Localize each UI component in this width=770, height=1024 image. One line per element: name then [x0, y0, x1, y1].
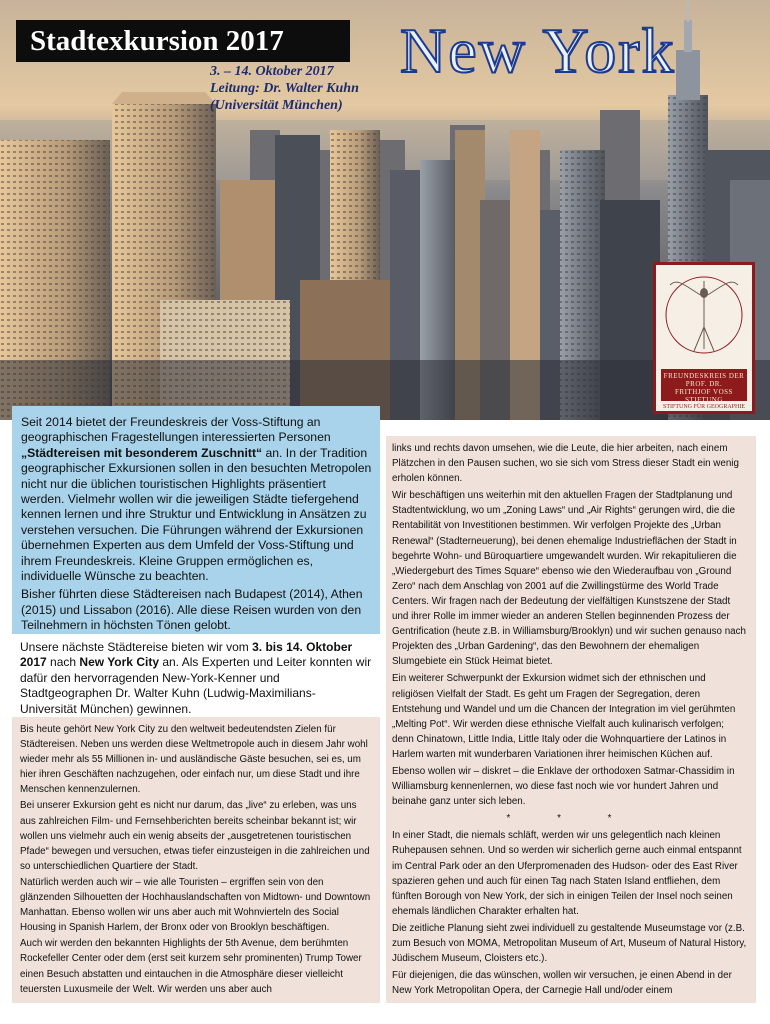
right-paragraph-7: Für diejenigen, die das wünschen, wollen wir versuchen, je einen Abend in der New York Metropolitan Opera, der Carnegie Hall und/oder einem	[392, 970, 732, 997]
left-paragraph-3: Natürlich werden auch wir – wie alle Touristen – ergriffen sein von den glänzenden Silhouetten der Hochhauslandschaften von Midtown- und Downtown Manhattan. Ebenso wollen wir uns aber auch mit Wohnvierteln des Social Housing in Spanish Harlem, der Bronx oder von Brooklyn beschäftigen.	[20, 876, 371, 934]
intro-paragraph-2: Bisher führten diese Städtereisen nach Budapest (2014), Athen (2015) und Lissabon (2016). Alle diese Reisen wurden von den Teilnehmern in höchsten Tönen gelobt.	[21, 587, 363, 633]
right-paragraph-5: In einer Stadt, die niemals schläft, werden wir uns gelegentlich nach kleinen Ruhepausen sehnen. Und so werden wir sicherlich gerne auch einmal entspannt im Central Park oder an den Uferpromenaden des Hudson- oder des East River spazieren gehen und auch für einen Tag nach Staten Island entfliehen, dem fünften Borough von New York, der sich in einigen Teilen der Insel noch seinen ehemals ländlichen Charakter erhalten hat.	[392, 830, 742, 917]
left-paragraph-2: Bei unserer Exkursion geht es nicht nur darum, das „live“ zu erleben, was uns aus zahlreichen Film- und Fernsehberichten bereits scheinbar bekannt ist; wir wollen uns vielmehr auch ein wenig abseits der „ausgetretenen touristischen Pfade“ bewegen und versuchen, etwas tiefer einzusteigen in die zahlreichen und so unterschiedlichen Quartiere der Stadt.	[20, 800, 370, 872]
logo-line-2: PROF. DR.	[685, 380, 723, 388]
right-paragraph-6: Die zeitliche Planung sieht zwei individuell zu gestaltende Museumstage vor (z.B. zum Besuch von MOMA, Metropolitan Museum of Art, Museum of Natural History, Jüdischem Museum, Cloisters etc.).	[392, 922, 747, 965]
right-paragraph-4: Ebenso wollen wir – diskret – die Enklave der orthodoxen Satmar-Chassidim in Williamsburg kennenlernen, wo diese fast noch wie vor hundert Jahren und beinahe ganz unter sich leben.	[392, 765, 735, 808]
intro-text-a: Seit 2014 bietet der Freundeskreis der Voss-Stiftung an geographischen Fragestellungen interessierten Personen	[21, 415, 331, 445]
right-paragraph-2: Wir beschäftigen uns weiterhin mit den aktuellen Fragen der Stadtplanung und Stadtentwicklung, wo um „Zoning Laws“ und „Air Rights“ gerungen wird, die die Rentabilität von Investitionen bestimmen. Wir verfolgen Projekte des „Urban Renewal“ (Stadterneuerung), bei denen ehemalige Industrieflächen der Stadt in begehrte Wohn- und Büroquartiere umgewandelt wurden. Wir rekapitulieren die „Wiedergeburt des Times Square“ ebenso wie den Wiederaufbau von „Ground Zero“ nach dem Anschlag von 2001 auf die Zwillingstürme des World Trade Centers. Wir fragen nach der Bedeutung der vielfältigen Kunstszene der Stadt und ihrer Rolle im immer wieder an anderen Stellen beginnenden Prozess der Gentrification (heute z.B. in Williamsburg/Brooklyn) und wir suchen genauso nach Projekten des „Urban Gardening“, das den Bewohnern der ehemaligen Slumgebiete ein Stück Heimat bietet.	[392, 490, 746, 668]
next-trip-text-a: Unsere nächste Städtereise bieten wir vom	[20, 640, 253, 654]
section-divider: * * *	[506, 813, 634, 825]
next-trip-text-b: nach	[46, 655, 80, 670]
right-body-column	[386, 436, 756, 1003]
foundation-name-band	[661, 369, 747, 404]
intro-box	[12, 406, 380, 634]
trip-details	[210, 63, 410, 114]
excursion-title: Stadtexkursion 2017	[16, 20, 350, 62]
dancer-emblem-icon	[656, 267, 752, 367]
logo-line-1: FREUNDESKREIS DER	[663, 372, 745, 380]
left-paragraph-4: Auch wir werden den bekannten Highlights der 5th Avenue, dem berühmten Rockefeller Center oder dem (erst seit kurzem sehr prominenten) Trump Tower einen Besuch abstatten und eintauchen in die Atmosphäre dieser vielleicht teuersten Luxusmeile der Welt. Wir werden uns aber auch	[20, 938, 362, 995]
right-paragraph-1: links und rechts davon umsehen, wie die Leute, die hier arbeiten, nach einem Plätzchen in den Pausen suchen, wo sie sich vom Stress dieser Stadt ein wenig erholen können.	[392, 443, 739, 485]
city-heading: New York	[400, 15, 676, 86]
next-trip-dates: 3. bis 14. Oktober 2017	[20, 640, 353, 670]
next-trip-announcement	[12, 640, 380, 717]
trip-dates: 3. – 14. Oktober 2017	[210, 64, 334, 79]
left-body-column	[12, 717, 380, 1003]
trip-leader-affiliation: (Universität München)	[210, 98, 343, 113]
intro-text-b: an. In der Tradition geographischer Exkursionen sollen in den besuchten Metropolen nicht nur die üblichen touristischen Highlights präsentiert werden. Vielmehr wollen wir die jeweiligen Städte tiefergehend kennen lernen und ihre Struktur und Entwicklung in Ansätzen zu verstehen versuchen. Die Führungen während der Exkursionen übernehmen Experten aus dem Umfeld der Voss-Stiftung und ihrem Freundeskreis. Kleine Gruppen ermöglichen es, individuelle Wünsche zu beachten.	[21, 445, 372, 584]
voss-foundation-logo	[653, 262, 755, 414]
left-paragraph-1: Bis heute gehört New York City zu den weltweit bedeutendsten Zielen für Städtereisen. Neben uns werden diese Weltmetropole auch in diesem Jahr wohl wieder mehr als 55 Millionen in- und ausländische Gäste besuchen, sei es, um hier ihren Geschäften nachzugehen, oder einfach nur, um diese Stadt und ihre Menschen kennenzulernen.	[20, 724, 368, 796]
trip-leader: Leitung: Dr. Walter Kuhn	[210, 81, 359, 96]
right-paragraph-3: Ein weiterer Schwerpunkt der Exkursion widmet sich der ethnischen und religiösen Vielfalt der Stadt. Es geht um Fragen der Segregation, deren Entstehung und Wandel und um die Chancen der Integration im viel gerühmten „Melting Pot“. Wir werden diese ethnische Vielfalt auch kulinarisch verfolgen; denn Chinatown, Little India, Little Italy oder die Wohnquartiere der Latinos in Harlem warten mit wunderbaren Variationen ihrer heimischen Küchen auf.	[392, 673, 736, 760]
intro-paragraph-1	[21, 415, 372, 584]
logo-line-3: FRITHJOF VOSS	[675, 388, 733, 396]
intro-highlight: „Städtereisen mit besonderem Zuschnitt“	[21, 445, 263, 460]
next-trip-text-c: an. Als Experten und Leiter konnten wir dafür den hervorragenden New-York-Kenner und Stadtgeographen Dr. Walter Kuhn (Ludwig-Maximilians-Universität München) gewinnen.	[20, 655, 372, 716]
logo-subtitle: STIFTUNG FÜR GEOGRAPHIE	[662, 404, 745, 410]
logo-line-4: STIFTUNG	[685, 396, 723, 404]
next-trip-city: New York City	[79, 655, 159, 670]
